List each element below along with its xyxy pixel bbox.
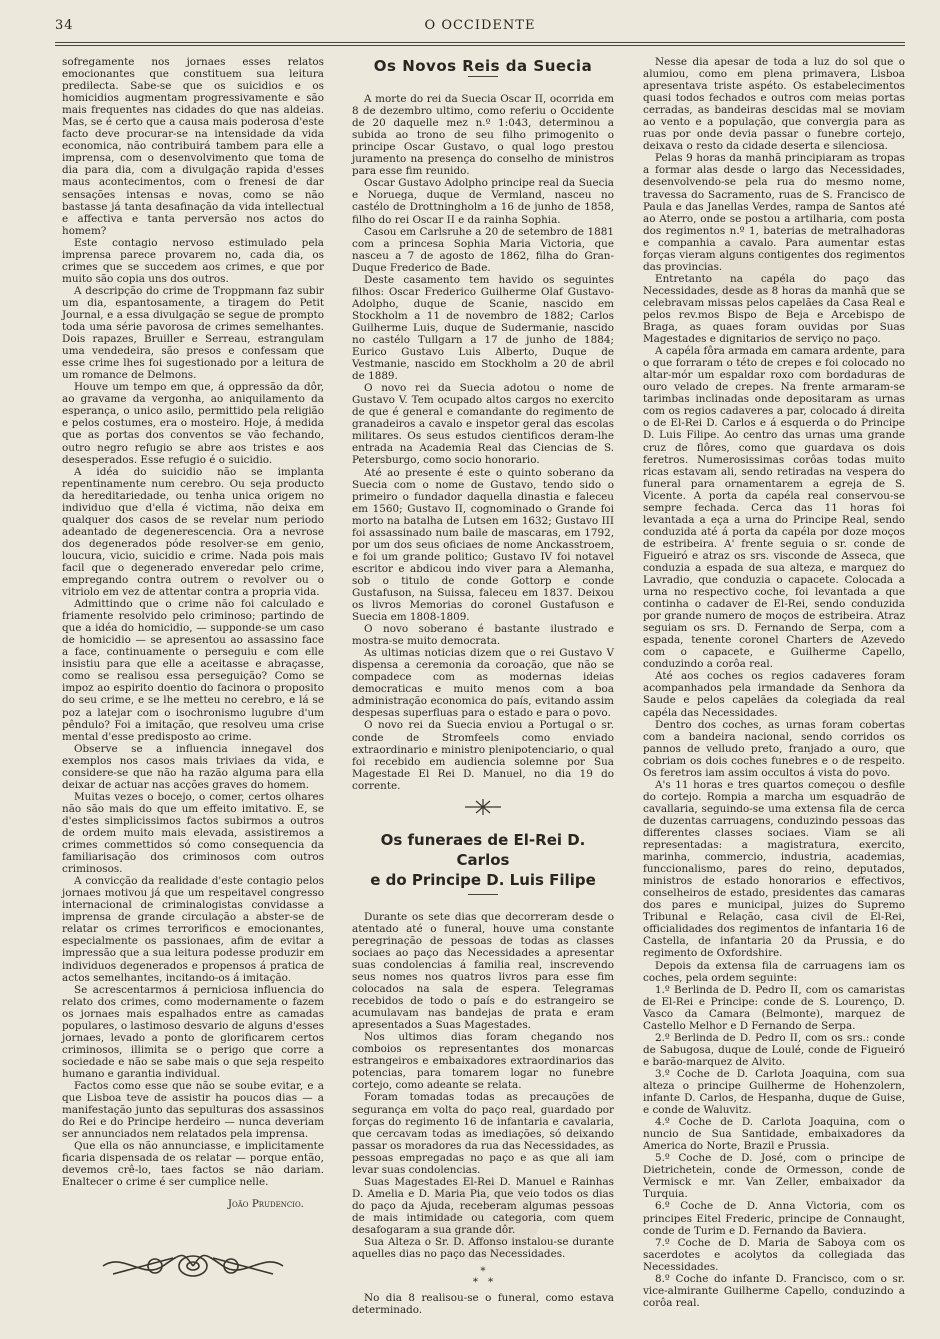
- paragraph: O novo rei da Suecia enviou a Portugal o sr. conde de Stromfeels como enviado extraordinario e ministro plenipotenciario, o qual foi recebido em audiencia solemne por Sua Magestade El Rei D. Manuel, no dia 19 do corrente.: [352, 719, 614, 792]
- paragraph: Casou em Carlsruhe a 20 de setembro de 1881 com a princesa Sophia Maria Victoria, que nasceu a 7 de agosto de 1862, filha do Gran-Duque Frederico de Bade.: [352, 225, 614, 274]
- paragraph: Factos como esse que não se soube evitar, e a que Lisboa teve de assistir ha poucos dias — a manifestação junto das sepulturas dos assassinos do Rei e do Principe herdeiro — nunca deveriam ser annunciados nem relatados pela imprensa.: [62, 1079, 324, 1141]
- paragraph: Oscar Gustavo Adolpho principe real da Suecia e Noruega, duque de Vermland, nasceu no castélo de Drottningholm a 16 de junho de 1858, filho do rei Oscar II e da rainha Sophia.: [352, 177, 614, 226]
- header-rule-top: [55, 42, 905, 43]
- paragraph: 1.º Berlinda de D. Pedro II, com os camaristas de El-Rei e Principe: conde de S. Lourenço, D. Vasco da Camara (Belmonte), marquez de Castello Melhor e D Fernando de Serpa.: [643, 983, 905, 1032]
- paragraph: Houve um tempo em que, á oppressão da dôr, ao gravame da vergonha, ao aniquilamento da esperança, o unico asilo, permittido pela religião e pelos costumes, era o mosteiro. Hoje, á medida que as portas dos conventos se vão fechando, outro negro refugio se abre aos tristes e aos desesperados. Esse refugio é o suicidio.: [62, 381, 324, 466]
- article-title-new-kings: Os Novos Reis da Suecia: [373, 57, 593, 75]
- column-right: [643, 56, 905, 1309]
- paragraph: 8.º Coche do infante D. Francisco, com o sr. vice-almirante Guilherme Capello, conduzindo a corôa real.: [643, 1272, 905, 1309]
- paragraph: Este contagio nervoso estimulado pela imprensa parece provarem no, cada dia, os crimes que se succedem aos crimes, e que por muito são copia uns dos outros.: [62, 236, 324, 285]
- page-number: 34: [55, 18, 74, 33]
- section-star-ornament-icon: [463, 798, 503, 816]
- paragraph: Que ella os não annunciasse, e implicitamente ficaria dispensada de os relatar — porque então, devemos crê-lo, taes factos se não dariam. Enaltecer o crime é ser cumplice nelle.: [62, 1140, 324, 1189]
- paragraph: Suas Magestades El-Rei D. Manuel e Rainhas D. Amelia e D. Maria Pia, que veio todos os dias do paço da Ajuda, receberam algumas pessoas de mais intimidade ou categoria, com quem desafogaram a sua grande dôr.: [352, 1175, 614, 1236]
- paragraph: Se acrescentarmos á perniciosa influencia do relato dos crimes, como modernamente o fazem os jornaes mais espalhados entre as camadas populares, o lastimoso desvario de alguns d'esses jornaes, levado a ponto de glorificarem certos criminosos, illimita se o perigo que corre a sociedade e não se sabe mais o que seja respeito humano e garantia individual.: [62, 983, 324, 1080]
- author-signature: João Prudencio.: [227, 1198, 304, 1211]
- paragraph: Admittindo que o crime não foi calculado e friamente resolvido pelo criminoso; partindo de que a idéa do homicidio, — supponde-se um caso de homicidio — se apresentou ao assassino face a face, continuamente o perseguiu e com elle insistiu para que elle a aceitasse e abraçasse, como se realisou essa perseguição? Como se impoz ao espirito doentio do facinora o proposito do seu crime, e se lhe metteu no cerebro, e lá se poz a latejar com o isochronismo lugubre d'um pêndulo? Foi a imitação, que resolveu uma crise mental d'esse predisposto ao crime.: [62, 598, 324, 743]
- paragraph: Muitas vezes o bocejo, o comer, certos olhares não são mais do que um effeito imitativo. E, se d'estes simplicissimos factos subirmos a outros de ordem muito mais elevada, assistiremos a crimes commettidos só como consequencia da familiarisação dos criminosos com outros criminosos.: [62, 790, 324, 876]
- paragraph: Até ao presente é este o quinto soberano da Suecia com o nome de Gustavo, tendo sido o primeiro o fundador daquella dinastia e faleceu em 1560; Gustavo II, cognominado o Grande foi morto na batalha de Lutsen em 1632; Gustavo III foi assassinado num baile de mascaras, em 1792, por um dos seus oficiaes de nome Anckasstroem, e foi um grande politico; Gustavo IV foi notavel escritor e abdicou indo viver para a Alemanha, sob o titulo de conde Gottorp e conde Gustafuson, na Suissa, faleceu em 1837. Deixou os livros Memorias do coronel Gustafuson e Suecia em 1808-1809.: [352, 466, 614, 624]
- paragraph: A convicção da realidade d'este contagio pelos jornaes motivou já que um respeitavel congresso internacional de criminalogistas convidasse a imprensa de grande circulação a abster-se de relatar os crimes terrorificos e emocionantes, especialmente os passionaes, afim de evitar a impressão que a sua leitura podesse produzir em individuos degenerados e propensos á pratica de actos semelhantes, incitando-os á imitação.: [62, 875, 324, 984]
- decorative-flourish-icon: [93, 1244, 293, 1288]
- paragraph: Até aos coches os regios cadaveres foram acompanhados pela irmandade da Senhora da Saude e pelos capelães da colegiada da real capéla das Necessidades.: [643, 670, 905, 719]
- paragraph: Nos ultimos dias foram chegando nos comboios os representantes dos monarcas estrangeiros e embaixadores extraordinarios das potencias, para tomarem logar no funebre cortejo, como adeante se relata.: [352, 1031, 614, 1092]
- title-line: Os funeraes de El-Rei D. Carlos: [380, 830, 586, 869]
- paragraph: 6.º Coche de D. Anna Victoria, com os principes Eitel Frederic, principe de Connaught, conde de Turim e D. Fernando da Baviera.: [643, 1200, 905, 1237]
- paragraph: Pelas 9 horas da manhã principiaram as tropas a formar alas desde o largo das Necessidades, desenvolvendo-se pela rua do mesmo nome, travessa do Sacramento, ruas de S. Francisco de Paula e das Janellas Verdes, rampa de Santos até ao Aterro, onde se postou a artilharia, com posta dos regimentos n.º 1, baterias de metralhadoras e companhia a cavalo. Para aumentar estas forças vieram alguns contigentes dos regimentos das provincias.: [643, 152, 905, 273]
- paragraph: Nesse dia apesar de toda a luz do sol que o alumiou, como em plena primavera, Lisboa apresentava triste aspéto. Os estabelecimentos quasi todos fechados e outros com meias portas cerradas, as bandeiras descidas mal se moviam ao vento e a população, que convergia para as ruas por onde devia passar o funebre cortejo, deixava o resto da cidade deserta e silenciosa.: [643, 56, 905, 153]
- paragraph: A descripção do crime de Troppmann faz subir um dia, espantosamente, a tiragem do Petit Journal, e a essa divulgação se segue de prompto toda uma série pavorosa de crimes semelhantes. Dois rapazes, Bruiller e Serreau, estrangulam uma vendedeira, são presos e confessam que esse crime lhes foi sugestionado por a leitura de um romance de Delmons.: [62, 284, 324, 382]
- paragraph: sofregamente nos jornaes esses relatos emocionantes que constituem sua leitura predilecta. Sabe-se que os suicidios e os homicidios augmentam progressivamente e são mais frequentes nas cidades do que nas aldeias. Mas, se é certo que a causa mais poderosa d'este facto deve procurar-se na intensidade da vida economica, não contribuirá tambem para elle a imprensa, com o desenvolvimento que toma de dia para dia, com a divulgação rapida d'esses maus acontecimentos, com o frenesi de dar sensações intensas e novas, como se não bastasse já tanta desafinação da vida intellectual e affectiva e tanta perversão nos actos do homem?: [62, 56, 324, 237]
- paragraph: As ultimas noticias dizem que o rei Gustavo V dispensa a ceremonia da coroação, que não se compadece com as modernas ideias democraticas e muito menos com a boa administração economica do país, evitando assim despesas superfluas para o estado e para o povo.: [352, 647, 614, 720]
- paragraph: 4.º Coche de D. Carlota Joaquina, com o nuncio de Sua Santidade, embaixadores da America do Norte, Brazil e Prussia.: [643, 1116, 905, 1153]
- paragraph: Entretanto na capéla do paço das Necessidades, desde as 8 horas da manhã que se celebravam missas pelos capelães da Casa Real e pelos rev.mos Bispo de Beja e Arcebispo de Braga, as quaes foram ouvidas por Suas Magestades e dignitarios de serviço no paço.: [643, 272, 905, 346]
- page-header: [55, 18, 905, 42]
- paragraph: A morte do rei da Suecia Oscar II, ocorrida em 8 de dezembro ultimo, como referiu o Occidente de 20 daquelle mez n.º 1:043, determinou a subida ao trono de seu filho primogenito o principe Oscar Gustavo, o qual logo prestou juramento na presença do conselho de ministros para esse fim reunido.: [352, 93, 614, 178]
- running-title: O OCCIDENTE: [424, 18, 536, 33]
- paragraph: O novo rei da Suecia adotou o nome de Gustavo V. Tem ocupado altos cargos no exercito de que é general e comandante do regimento de granadeiros a cavalo e inspetor geral das escolas militares. Os seus estudos cientificos deram-lhe entrada na Academia Real das Ciencias de S. Petersburgo, como socio honorario.: [352, 382, 614, 467]
- paragraph: 5.º Coche de D. José, com o principe de Dietrichetein, conde de Ormesson, conde de Vermisck e mr. Van Zeller, embaixador da Turquia.: [643, 1152, 905, 1201]
- paragraph: Deste casamento tem havido os seguintes filhos: Oscar Frederico Guilherme Olaf Gustavo-Adolpho, duque de Scanie, nascido em Stockholm a 11 de novembro de 1882; Carlos Guilherme Luis, duque de Sudermanie, nascido no castélo Tullgarn a 17 de junho de 1884; Eurico Gustavo Luis Alberto, Duque de Vestmanie, nascido em Stockholm a 20 de abril de 1889.: [352, 273, 614, 383]
- article-title-funerals: [352, 830, 614, 890]
- paragraph: Foram tomadas todas as precauções de segurança em volta do paço real, guardado por forças do regimento 16 de infantaria e cavalaria, que cercavam todas as imediações, só deixando passar os moradores da rua das Necessidades, as pessoas empregadas no paço e as que ali iam levar suas condolencias.: [352, 1091, 614, 1176]
- paragraph: No dia 8 realisou-se o funeral, como estava determinado.: [352, 1292, 614, 1317]
- paragraph: A idéa do suicidio não se implanta repentinamente num cerebro. Ou seja producto da hereditariedade, ou tenha unica origem no individuo que d'ella é victima, não deixa em qualquer dos casos de se revelar num periodo adeantado de degenerescencia. Ora a nevrose dos degenerados póde resolver-se em genio, loucura, vicio, suicidio e crime. Nada pois mais facil que o degenerado enveredar pelo crime, empregando contra outrem o revolver ou o vitriolo em vez de attentar contra a propria vida.: [62, 465, 324, 599]
- paragraph: Durante os sete dias que decorreram desde o atentado até o funeral, houve uma constante peregrinação de pessoas de todas as classes sociaes ao paço das Necessidades a apresentar suas condolencias á familia real, inscrevendo seus nomes nos quatros livros para esse fim colocados na sala de espera. Telegramas recebidos de todo o país e do estrangeiro se acumulavam nas bandejas de prata e eram apresentados a Suas Magestades.: [352, 910, 614, 1032]
- title-rule: [468, 894, 498, 895]
- paragraph: 3.º Coche de D. Carlota Joaquina, com sua alteza o principe Guilherme de Hohenzolern, infante D. Carlos, de Hespanha, duque de Guise, e conde de Waluvitz.: [643, 1067, 905, 1117]
- paragraph: Observe se a influencia innegavel dos exemplos nos casos mais triviaes da vida, e considere-se que não ha razão alguma para ella deixar de actuar nas acções graves do homem.: [62, 742, 324, 791]
- paragraph: 2.º Berlinda de D. Pedro II, com os srs.: conde de Sabugosa, duque de Loulé, conde de Figueiró e barão-marquez de Alvito.: [643, 1031, 905, 1068]
- paragraph: Dentro dos coches, as urnas foram cobertas com a bandeira nacional, sendo corridos os pannos de velludo preto, franjado a ouro, que cobriam os dois coches funebres e o de respeito. Os feretros iam assim occultos á vista do povo.: [643, 718, 905, 779]
- column-middle: [352, 56, 614, 1317]
- paragraph: A capéla fôra armada em camara ardente, para o que forraram o této de crepes e foi colocado no altar-mór um espaldar roxo com bordaduras de ouro velado de crepes. Na frente armaram-se tarimbas inclinadas onde depositaram as urnas com os regios cadaveres a par, colocado á direita o de El-Rei D. Carlos e á esquerda o do Principe D. Luis Filipe. Ao centro das urnas uma grande cruz de flôres, como que guardava os dois feretros. Numerosissimas corôas todas muito ricas estavam ali, sendo retiradas na vespera do funeral para ornamentarem a egreja de S. Vicente. A porta da capéla real conservou-se sempre fechada. Cerca das 11 horas foi levantada a eça a urna do Principe Real, sendo conduzida até á porta da capéla por doze moços de estribeira. A' frente seguia o sr. conde de Figueiró e atraz os srs. visconde de Asseca, que conduzia a espada de sua alteza, e marquez do Lavradio, que conduzia o capacete. Colocada a urna no respectivo coche, foi levantada a que continha o cadaver de El-Rei, sendo conduzida por grande numero de moços de estribeira. Atraz seguiam os srs. D. Fernando de Serpa, com a espada, tenente coronel Charters de Azevedo com o capacete, e Guilherme Capello, conduzindo a corôa real.: [643, 345, 905, 671]
- paragraph: Sua Alteza o Sr. D. Affonso instalou-se durante aquelles dias no paço das Necessidades.: [352, 1236, 614, 1261]
- title-rule: [468, 76, 498, 77]
- paragraph: Depois da extensa fila de carruagens iam os coches, pela ordem seguinte:: [643, 959, 905, 984]
- paragraph: O novo soberano é bastante ilustrado e mostra-se muito democrata.: [352, 623, 614, 648]
- header-rule-bottom: [55, 45, 905, 46]
- paragraph: A's 11 horas e tres quartos começou o desfile do cortejo. Rompia a marcha um esquadrão de cavallaria, seguindo-se uma extensa fila de cerca de duzentas carruagens, conduzindo pessoas das differentes classes sociaes. Viam se ali representadas: a magistratura, exercito, marinha, commercio, industria, academias, funccionalismo, pares do reino, deputados, ministros de estado honorarios e effectivos, conselheiros de estado, presidentes das camaras dos pares e municipal, juizes do Supremo Tribunal e Relação, casa civil de El-Rei, officialidades dos regimentos de infantaria 16 de Castella, de infantaria 20 da Prussia, e do regimento de Oxfordshire.: [643, 778, 905, 960]
- asterism-icon: * * *: [472, 1265, 494, 1289]
- title-line: e do Principe D. Luis Filipe: [370, 870, 596, 889]
- paragraph: 7.º Coche de D. Maria de Saboya com os sacerdotes e acolytos da collegiada das Necessidades.: [643, 1236, 905, 1273]
- column-left: [62, 56, 324, 1211]
